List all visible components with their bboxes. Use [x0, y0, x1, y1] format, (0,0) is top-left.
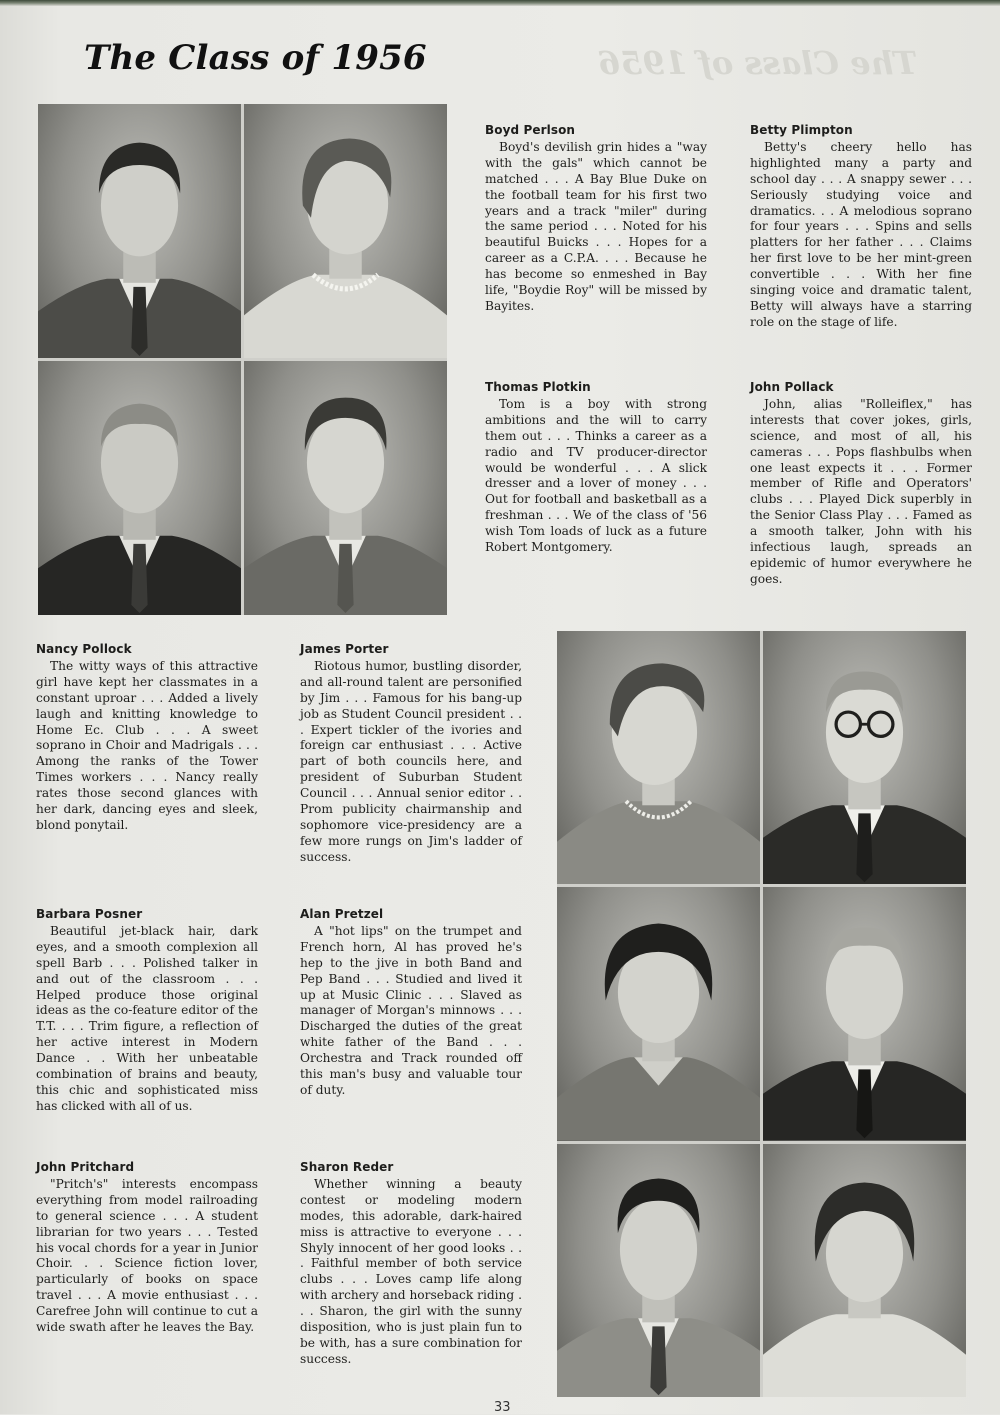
- student-bio: A "hot lips" on the trumpet and French horn, Al has proved he's hep to the jive in both Band and Pep Band . . . Studied and lived it up at Music Clinic . . . Slaved as manager of Morgan's minnows . . . Discharged the duties of the great white father of the Band . . . Orchestra and Track rounded off this man's busy and valuable tour of duty.: [300, 923, 522, 1097]
- girl-portrait-icon: [557, 631, 760, 884]
- portrait-nancy-pollock: [557, 631, 760, 884]
- bio-james-porter: [300, 642, 522, 866]
- student-name: Alan Pretzel: [300, 907, 384, 921]
- photo-grid-bottom: [557, 631, 966, 1397]
- student-name: Betty Plimpton: [750, 123, 853, 137]
- boy-portrait-icon: [38, 104, 241, 358]
- girl-portrait-icon: [557, 887, 760, 1140]
- bio-john-pritchard: [36, 1160, 258, 1336]
- photo-grid-top: [38, 104, 447, 615]
- student-bio: Tom is a boy with strong ambitions and the will to carry them out . . . Thinks a career as a radio and TV producer-director would be wonderful . . . A slick dresser and a lover of money . . . Out for football and basketball as a freshman . . . We of the class of '56 wish Tom loads of luck as a future Robert Montgomery.: [485, 396, 707, 555]
- student-bio: Beautiful jet-black hair, dark eyes, and a smooth complexion all spell Barb . . . Polished talker in and out of the classroom . . . Helped produce those original ideas as the co-feature editor of the T.T. . . . Trim figure, a reflection of her active interest in Modern Dance . . With her unbeatable combination of brains and beauty, this chic and sophisticated miss has clicked with all of us.: [36, 923, 258, 1113]
- student-name: John Pritchard: [36, 1160, 135, 1174]
- bio-boyd-perlson: [485, 123, 707, 315]
- bleed-through-title: The Class of 1956: [598, 44, 918, 82]
- student-bio: "Pritch's" interests encompass everything from model railroading to general science . . . A student librarian for two years . . . Tested his vocal chords for a year in Junior Choir. . . Science fiction lover, particularly of books on space travel . . . A movie enthusiast . . . Carefree John will continue to cut a wide swath after he leaves the Bay.: [36, 1176, 258, 1335]
- boy-portrait-icon: [557, 1144, 760, 1397]
- girl-portrait-icon: [763, 1144, 966, 1397]
- bio-nancy-pollock: [36, 642, 258, 834]
- bio-betty-plimpton: [750, 123, 972, 331]
- student-name: Boyd Perlson: [485, 123, 576, 137]
- student-bio: Riotous humor, bustling disorder, and all-round talent are personified by Jim . . . Famous for his bang-up job as Student Council president . . . Expert tickler of the ivories and foreign car enthusiast . . . Active part of both councils here, and president of Suburban Student Council . . . Annual senior editor . . Prom publicity chairmanship and sophomore vice-presidency are a few more rungs on Jim's ladder of success.: [300, 658, 522, 864]
- boy-glasses-portrait-icon: [763, 631, 966, 884]
- student-name: Thomas Plotkin: [485, 380, 591, 394]
- student-bio: Betty's cheery hello has highlighted many a party and school day . . . A snappy sewer . . . Seriously studying voice and dramatics. . . A melodious soprano for four years . . . Spins and sells platters for her father . . . Claims her first love to be her mint-green convertible . . . With her fine singing voice and dramatic talent, Betty will always have a starring role on the stage of life.: [750, 139, 972, 329]
- portrait-john-pollack: [244, 361, 447, 615]
- student-bio: The witty ways of this attractive girl have kept her classmates in a constant uproar . . . Added a lively laugh and knitting knowledge to Home Ec. Club . . . A sweet soprano in Choir and Madrigals . . . Among the ranks of the Tower Times workers . . . Nancy really rates those second glances with her dark, dancing eyes and sleek, blond ponytail.: [36, 658, 258, 832]
- girl-portrait-icon: [244, 104, 447, 358]
- page-number: 33: [494, 1400, 511, 1415]
- student-name: Barbara Posner: [36, 907, 143, 921]
- bio-thomas-plotkin: [485, 380, 707, 556]
- student-name: John Pollack: [750, 380, 834, 394]
- page-top-edge: [0, 0, 1000, 6]
- page-title: The Class of 1956: [84, 38, 427, 78]
- boy-portrait-icon: [763, 887, 966, 1140]
- portrait-alan-pretzel: [763, 887, 966, 1140]
- student-bio: Boyd's devilish grin hides a "way with the gals" which cannot be matched . . . A Bay Blue Duke on the football team for his first two years and a track "miler" during the same period . . . Noted for his beautiful Buicks . . . Hopes for a career as a C.P.A. . . . Because he has become so enmeshed in Bay life, "Boydie Roy" will be missed by Bayites.: [485, 139, 707, 313]
- bio-alan-pretzel: [300, 907, 522, 1099]
- portrait-sharon-reder: [763, 1144, 966, 1397]
- portrait-james-porter: [763, 631, 966, 884]
- boy-portrait-icon: [38, 361, 241, 615]
- student-name: Nancy Pollock: [36, 642, 132, 656]
- boy-portrait-icon: [244, 361, 447, 615]
- portrait-thomas-plotkin: [38, 361, 241, 615]
- student-bio: Whether winning a beauty contest or modeling modern modes, this adorable, dark-haired miss is attractive to everyone . . . Shyly innocent of her good looks . . . Faithful member of both service clubs . . . Loves camp life along with archery and horseback riding . . . Sharon, the girl with the sunny disposition, who is just plain fun to be with, has a sure combination for success.: [300, 1176, 522, 1366]
- portrait-john-pritchard: [557, 1144, 760, 1397]
- student-name: James Porter: [300, 642, 389, 656]
- bio-sharon-reder: [300, 1160, 522, 1368]
- portrait-barbara-posner: [557, 887, 760, 1140]
- bio-john-pollack: [750, 380, 972, 588]
- portrait-boyd-perlson: [38, 104, 241, 358]
- bio-barbara-posner: [36, 907, 258, 1115]
- portrait-betty-plimpton: [244, 104, 447, 358]
- student-bio: John, alias "Rolleiflex," has interests that cover jokes, girls, science, and most of all, his cameras . . . Pops flashbulbs when one least expects it . . . Former member of Rifle and Operators' clubs . . . Played Dick superbly in the Senior Class Play . . . Famed as a smooth talker, John with his infectious laugh, spreads an epidemic of humor everywhere he goes.: [750, 396, 972, 586]
- student-name: Sharon Reder: [300, 1160, 394, 1174]
